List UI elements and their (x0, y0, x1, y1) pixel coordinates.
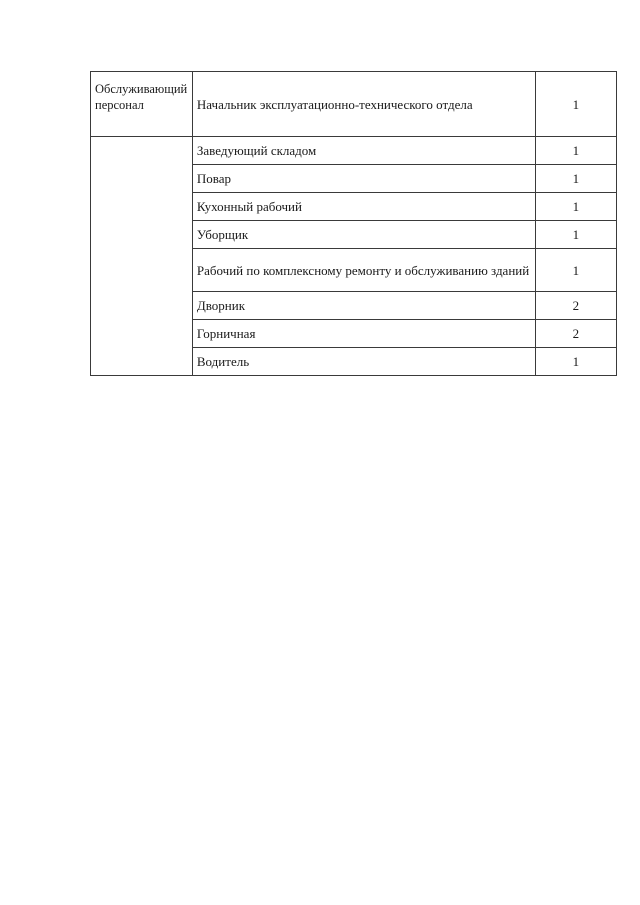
position-cell: Уборщик (192, 221, 535, 249)
quantity-cell: 2 (535, 292, 616, 320)
quantity-cell: 1 (535, 193, 616, 221)
category-cell-empty (91, 137, 193, 376)
position-cell: Водитель (192, 348, 535, 376)
quantity-cell: 1 (535, 348, 616, 376)
staff-table (90, 71, 617, 376)
position-cell: Дворник (192, 292, 535, 320)
quantity-cell: 2 (535, 320, 616, 348)
position-cell: Рабочий по комплексному ремонту и обслуживанию зданий (192, 249, 535, 292)
quantity-cell: 1 (535, 72, 616, 137)
position-cell: Заведующий складом (192, 137, 535, 165)
table-row (91, 72, 617, 137)
position-cell: Кухонный рабочий (192, 193, 535, 221)
category-cell: Обслуживающий персонал (91, 72, 193, 137)
table-row (91, 137, 617, 165)
quantity-cell: 1 (535, 221, 616, 249)
quantity-cell: 1 (535, 137, 616, 165)
quantity-cell: 1 (535, 249, 616, 292)
quantity-cell: 1 (535, 165, 616, 193)
position-cell: Повар (192, 165, 535, 193)
position-cell: Горничная (192, 320, 535, 348)
position-cell: Начальник эксплуатационно-технического отдела (192, 72, 535, 137)
